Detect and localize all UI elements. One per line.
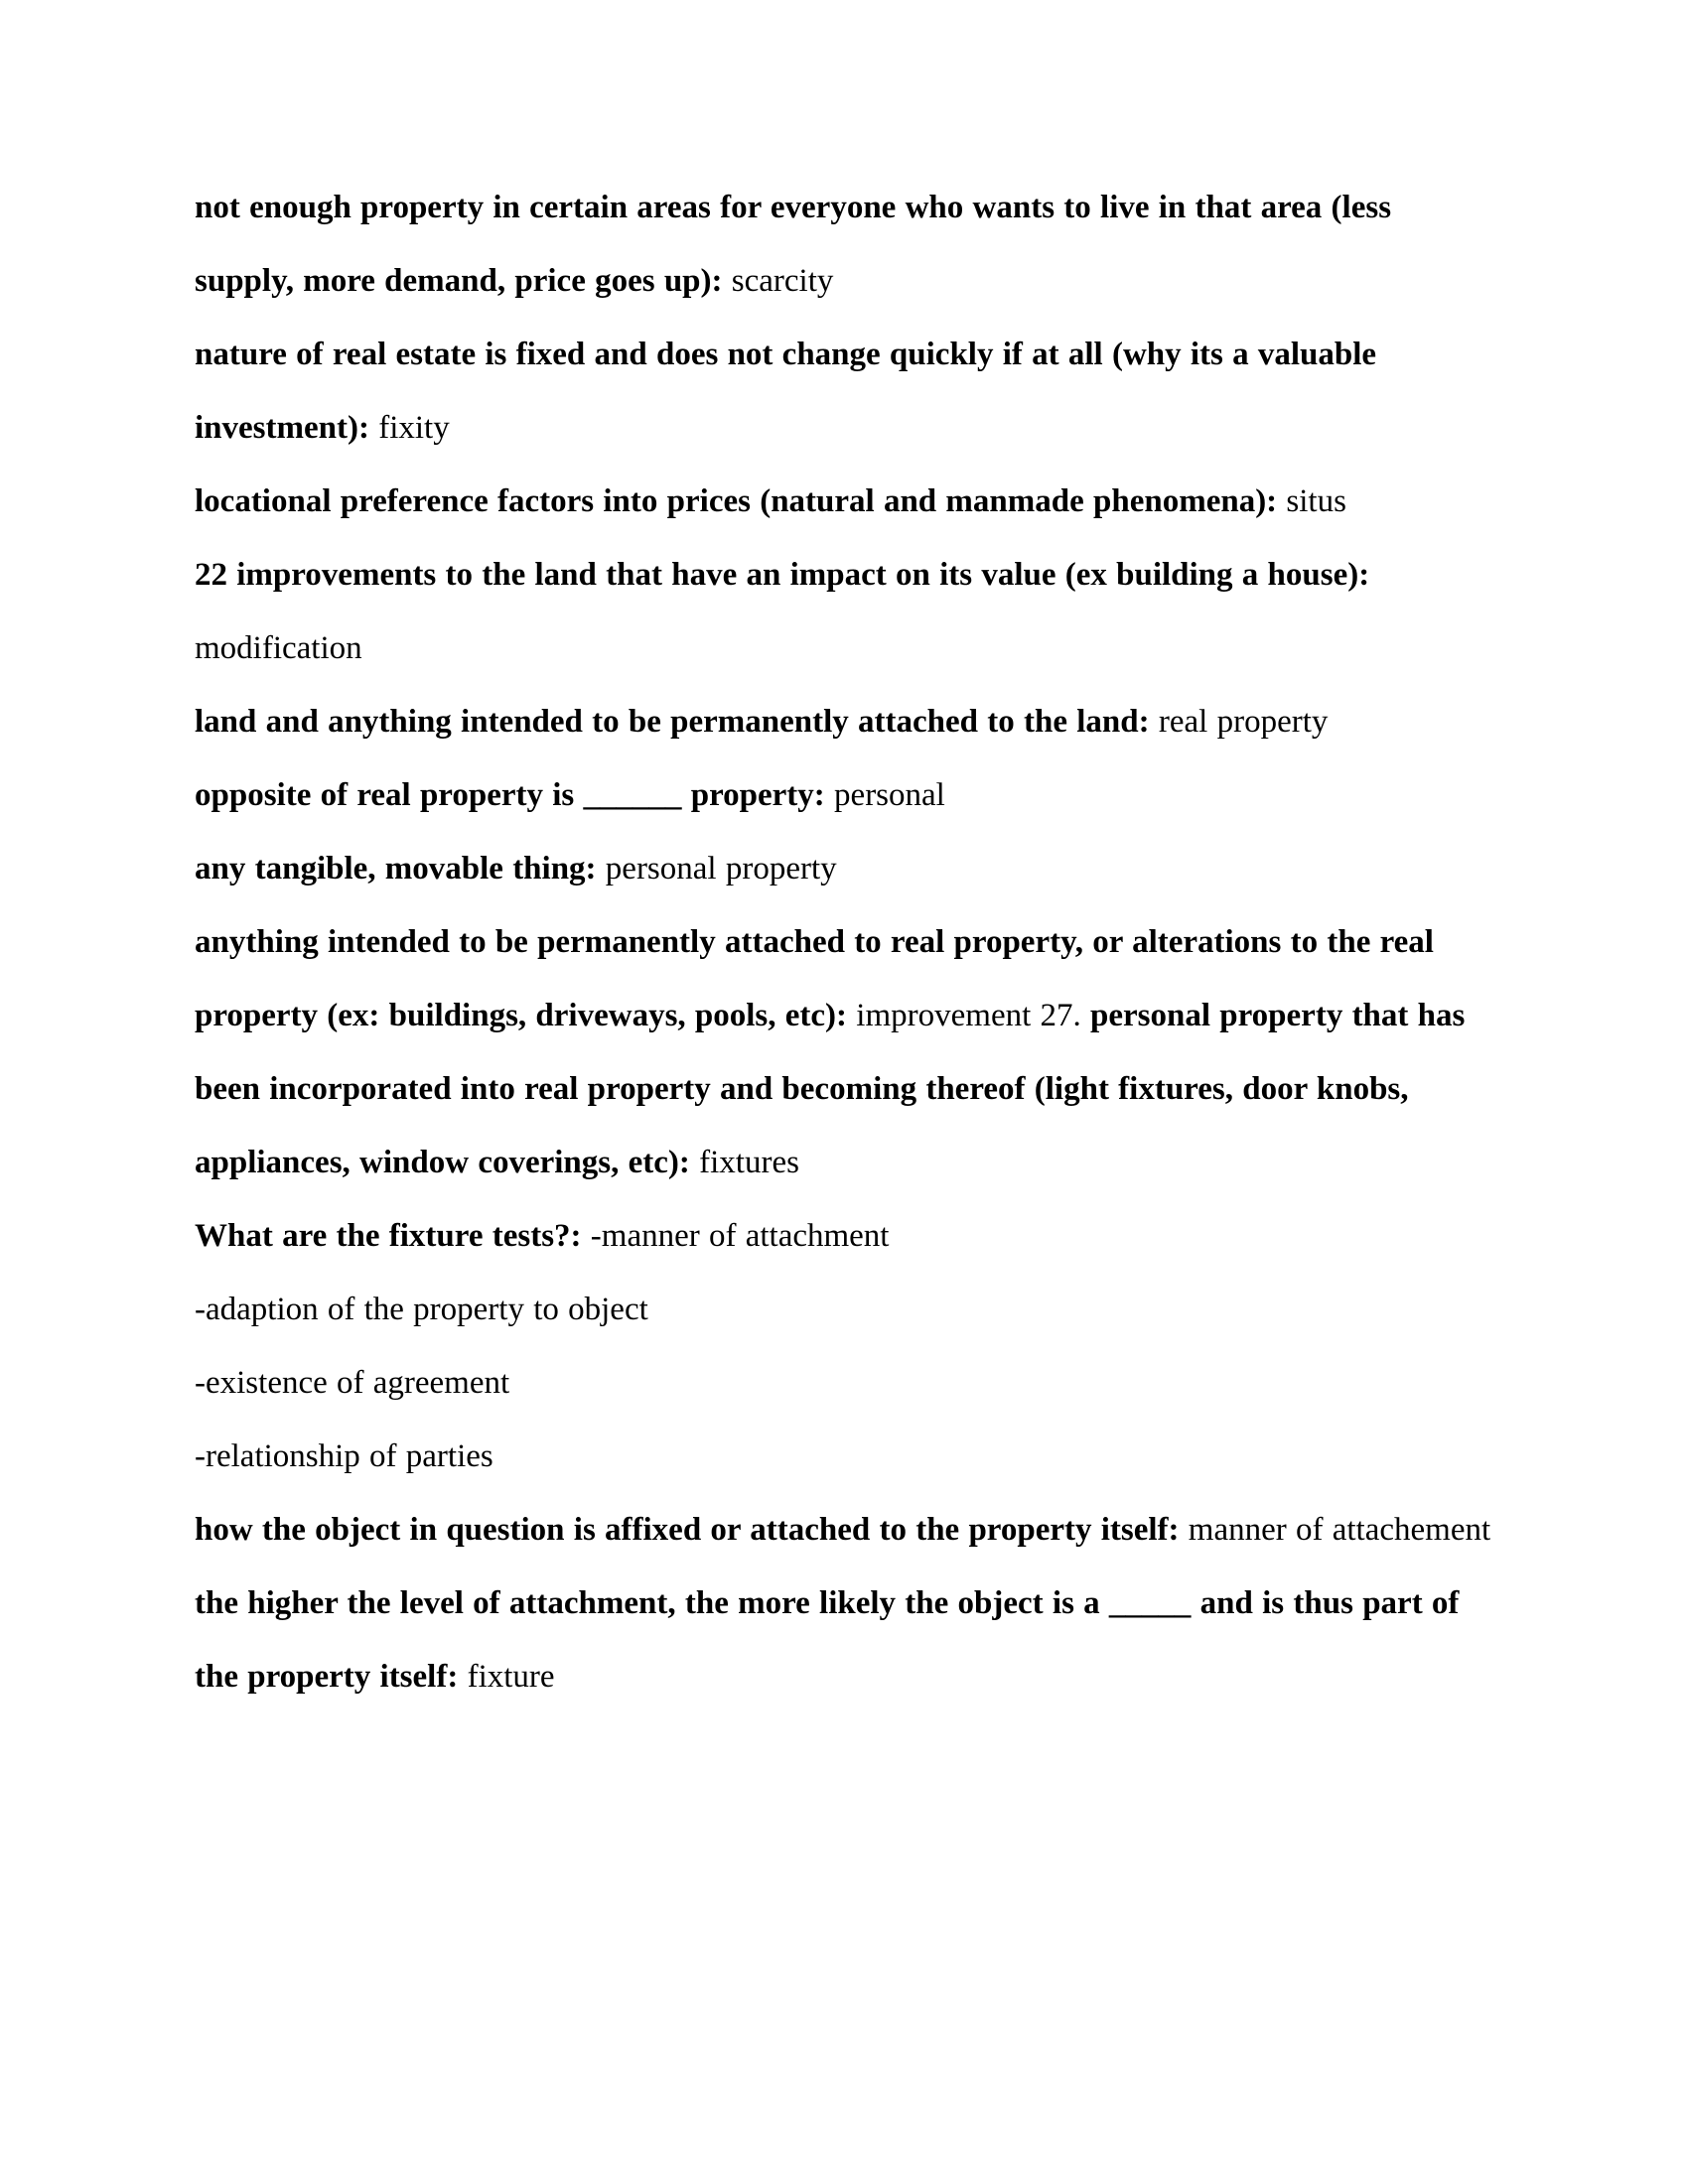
paragraph-13 [195,1493,1493,1567]
paragraph-2 [195,318,1493,465]
definition-text: fixity [368,410,450,446]
definition-text: manner of attachement [1179,1512,1491,1548]
term-text: What are the fixture tests?: [195,1218,582,1254]
term-text: not enough property in certain areas for everyone who wants to live in that area (less supply, more demand, price goes up): [195,190,1392,299]
paragraph-7 [195,832,1493,905]
definition-text: fixtures [689,1145,799,1180]
paragraph-12 [195,1420,1493,1493]
definition-text: -manner of attachment [581,1218,890,1254]
paragraph-6 [195,758,1493,832]
paragraph-10 [195,1273,1493,1346]
definition-text: improvement 27. [847,998,1091,1033]
paragraph-4 [195,538,1493,685]
term-text: any tangible, movable thing: [195,851,597,887]
term-text: nature of real estate is fixed and does not change quickly if at all (why its a valuable investment): [195,337,1377,446]
term-text: personal property that has been incorporated into real property and becoming thereof (light fixtures, door knobs, appliances, window coverings, etc): [195,998,1466,1180]
term-text: anything intended to be permanently attached to real property, or alterations to the real property (ex: buildings, driveways, pools, etc): [195,924,1434,1033]
definition-text: situs [1277,483,1346,519]
paragraph-1 [195,171,1493,318]
document-body [195,171,1493,1713]
paragraph-8 [195,905,1493,1199]
definition-text: -relationship of parties [195,1438,493,1474]
definition-text: personal [824,777,945,813]
paragraph-9 [195,1199,1493,1273]
definition-text: modification [195,630,362,666]
paragraph-5 [195,685,1493,758]
definition-text: -adaption of the property to object [195,1292,648,1327]
definition-text: -existence of agreement [195,1365,510,1401]
definition-text: real property [1149,704,1329,740]
term-text: how the object in question is affixed or attached to the property itself: [195,1512,1180,1548]
term-text: the higher the level of attachment, the more likely the object is a _____ and is thus part of the property itself: [195,1585,1460,1695]
paragraph-3 [195,465,1493,538]
paragraph-11 [195,1346,1493,1420]
term-text: 22 improvements to the land that have an impact on its value (ex building a house): [195,557,1370,593]
definition-text: personal property [596,851,837,887]
paragraph-14 [195,1567,1493,1713]
definition-text: fixture [458,1659,555,1695]
term-text: land and anything intended to be permanently attached to the land: [195,704,1150,740]
term-text: opposite of real property is ______ property: [195,777,825,813]
definition-text: scarcity [722,263,834,299]
term-text: locational preference factors into prices (natural and manmade phenomena): [195,483,1278,519]
